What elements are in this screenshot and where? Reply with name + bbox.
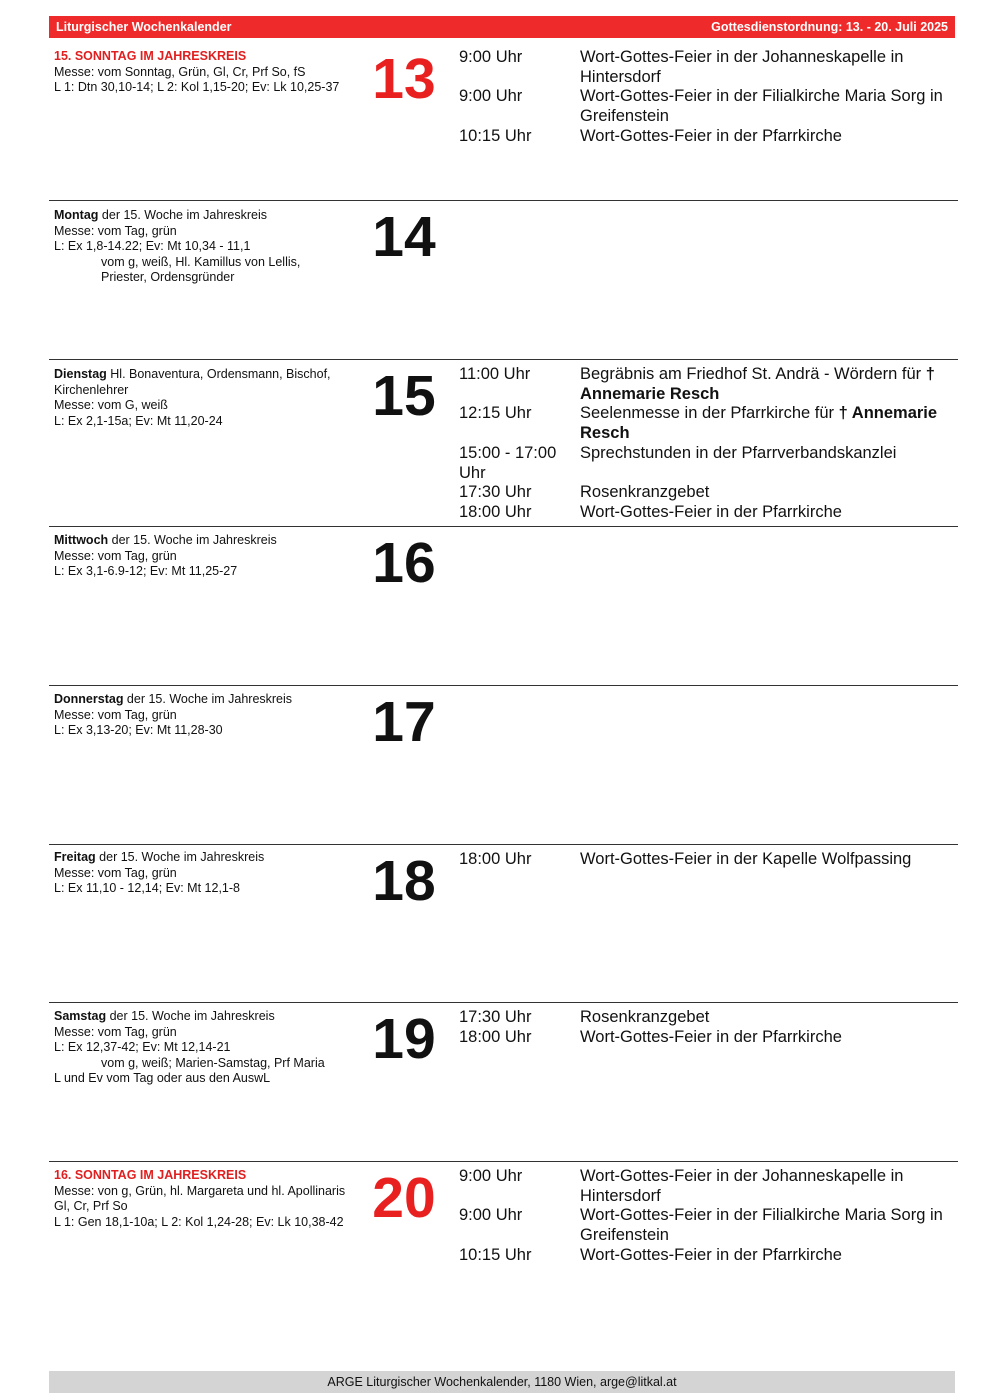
day-line: L und Ev vom Tag oder aus den AuswL — [54, 1071, 271, 1085]
event-desc: Wort-Gottes-Feier in der Filialkirche Maria Sorg in Greifenstein — [580, 1206, 943, 1245]
event-time: 17:30 Uhr — [459, 1008, 532, 1026]
event-time: 18:00 Uhr — [459, 850, 532, 868]
day-title-rest: der 15. Woche im Jahreskreis — [106, 1009, 275, 1023]
day-info — [54, 367, 364, 429]
event-time: 9:00 Uhr — [459, 48, 523, 66]
event-time: 15:00 - 17:00 Uhr — [459, 443, 557, 482]
event-desc: Wort-Gottes-Feier in der Johanneskapelle in Hintersdorf — [580, 48, 904, 86]
weekday: Montag — [54, 208, 99, 222]
day-number: 18 — [372, 849, 436, 913]
event-list — [459, 1167, 954, 1266]
event-row — [459, 1246, 954, 1266]
event-time: 9:00 Uhr — [459, 1206, 523, 1225]
day-number: 13 — [372, 47, 436, 111]
event-row — [459, 127, 954, 147]
day-number: 20 — [372, 1166, 436, 1230]
day-line: vom g, weiß; Marien-Samstag, Prf Maria — [101, 1055, 325, 1070]
day-line: L: Ex 1,8-14.22; Ev: Mt 10,34 - 11,1 — [54, 239, 251, 253]
event-desc: Rosenkranzgebet — [580, 1008, 710, 1026]
event-desc: Wort-Gottes-Feier in der Kapelle Wolfpassing — [580, 850, 912, 868]
event-desc: Wort-Gottes-Feier in der Filialkirche Maria Sorg in Greifenstein — [580, 87, 943, 126]
event-row — [459, 87, 954, 126]
day-line: L 1: Gen 18,1-10a; L 2: Kol 1,24-28; Ev: Lk 10,38-42 — [54, 1214, 344, 1229]
day-info — [54, 1009, 364, 1087]
day-number: 15 — [372, 364, 436, 428]
deceased-name: † Annemarie Resch — [580, 404, 938, 443]
event-time: 17:30 Uhr — [459, 483, 532, 502]
event-row — [459, 1167, 954, 1206]
day-title — [54, 850, 364, 866]
day-line: L: Ex 3,13-20; Ev: Mt 11,28-30 — [54, 723, 223, 737]
event-row — [459, 404, 954, 443]
day-18 — [49, 844, 958, 1003]
day-line: L 1: Dtn 30,10-14; L 2: Kol 1,15-20; Ev: Lk 10,25-37 — [54, 80, 340, 94]
day-line: Priester, Ordensgründer — [101, 270, 235, 284]
event-list — [459, 1008, 954, 1047]
footer-bar — [49, 1371, 955, 1393]
header-bar — [49, 16, 955, 38]
event-row — [459, 850, 954, 870]
event-time: 10:15 Uhr — [459, 126, 532, 145]
day-line: Messe: vom Tag, grün — [54, 1024, 177, 1039]
day-title-rest: der 15. Woche im Jahreskreis — [95, 850, 265, 864]
event-row — [459, 1206, 954, 1245]
event-time: 10:15 Uhr — [459, 1245, 532, 1264]
day-title — [54, 208, 364, 224]
day-line: Messe: vom G, weiß — [54, 398, 168, 412]
day-15 — [49, 359, 958, 527]
day-line: Messe: vom Sonntag, Grün, Gl, Cr, Prf So, fS — [54, 64, 306, 79]
event-row — [459, 1008, 954, 1028]
deceased-name: † Annemarie Resch — [580, 365, 935, 403]
event-desc — [580, 365, 954, 404]
day-number: 14 — [372, 205, 436, 269]
day-title-rest: Hl. Bonaventura, Ordensmann, Bischof, Kirchenlehrer — [54, 367, 331, 397]
day-title-rest: der 15. Woche im Jahreskreis — [98, 208, 268, 222]
event-row — [459, 48, 954, 87]
event-time: 11:00 Uhr — [459, 365, 531, 383]
event-time: 9:00 Uhr — [459, 87, 523, 106]
event-list — [459, 48, 954, 147]
event-time: 9:00 Uhr — [459, 1167, 523, 1185]
event-row — [459, 503, 954, 523]
day-line: L: Ex 11,10 - 12,14; Ev: Mt 12,1-8 — [54, 881, 240, 895]
day-title: 16. SONNTAG IM JAHRESKREIS — [54, 1168, 247, 1182]
event-list — [459, 365, 954, 523]
weekday: Samstag — [54, 1009, 107, 1023]
day-info — [54, 850, 364, 897]
event-desc: Wort-Gottes-Feier in der Pfarrkirche — [580, 1027, 842, 1046]
day-info — [54, 49, 364, 96]
weekday: Mittwoch — [54, 533, 109, 547]
day-line: Messe: vom Tag, grün — [54, 865, 177, 880]
header-title: Liturgischer Wochenkalender — [56, 20, 232, 34]
day-13 — [49, 47, 958, 201]
day-14 — [49, 200, 958, 360]
day-info — [54, 1168, 364, 1230]
header-date-range: Gottesdienstordnung: 13. - 20. Juli 2025 — [711, 20, 948, 34]
event-row — [459, 365, 954, 404]
event-desc-text: Seelenmesse in der Pfarrkirche für — [580, 404, 835, 423]
day-line: L: Ex 3,1-6.9-12; Ev: Mt 11,25-27 — [54, 564, 238, 578]
day-line: Messe: vom Tag, grün — [54, 707, 177, 722]
event-row — [459, 483, 954, 503]
event-time: 18:00 Uhr — [459, 502, 532, 521]
day-title — [54, 692, 364, 708]
day-line: Gl, Cr, Prf So — [54, 1199, 128, 1213]
weekday: Dienstag — [54, 367, 107, 381]
event-time: 12:15 Uhr — [459, 404, 532, 423]
event-desc — [580, 404, 954, 443]
event-desc: Sprechstunden in der Pfarrverbandskanzlei — [580, 443, 897, 462]
day-info — [54, 692, 364, 739]
day-19 — [49, 1002, 958, 1162]
event-time: 18:00 Uhr — [459, 1027, 532, 1046]
day-title-rest: der 15. Woche im Jahreskreis — [123, 692, 293, 706]
event-desc: Wort-Gottes-Feier in der Pfarrkirche — [580, 1245, 842, 1264]
day-number: 19 — [372, 1007, 436, 1071]
event-row — [459, 444, 954, 483]
day-20 — [49, 1161, 958, 1331]
day-line: Messe: vom Tag, grün — [54, 548, 177, 563]
event-desc: Wort-Gottes-Feier in der Johanneskapelle in Hintersdorf — [580, 1167, 904, 1205]
day-line: L: Ex 12,37-42; Ev: Mt 12,14-21 — [54, 1040, 231, 1054]
event-row — [459, 1028, 954, 1048]
day-title — [54, 1009, 364, 1025]
day-line: Messe: vom Tag, grün — [54, 223, 177, 238]
event-desc-text: Begräbnis am Friedhof St. Andrä - Wördern für — [580, 365, 922, 383]
day-line: vom g, weiß, Hl. Kamillus von Lellis, — [101, 254, 301, 269]
day-16 — [49, 526, 958, 686]
day-title — [54, 367, 364, 398]
event-desc: Rosenkranzgebet — [580, 483, 710, 502]
day-number: 16 — [372, 531, 436, 595]
day-line: Messe: von g, Grün, hl. Margareta und hl. Apollinaris — [54, 1183, 346, 1198]
day-info — [54, 533, 364, 580]
day-info — [54, 208, 364, 286]
day-title-rest: der 15. Woche im Jahreskreis — [108, 533, 277, 547]
footer-text: ARGE Liturgischer Wochenkalender, 1180 Wien, arge@litkal.at — [327, 1375, 677, 1389]
event-desc: Wort-Gottes-Feier in der Pfarrkirche — [580, 502, 842, 521]
day-title — [54, 533, 364, 549]
day-number: 17 — [372, 690, 436, 754]
day-17 — [49, 685, 958, 845]
event-desc: Wort-Gottes-Feier in der Pfarrkirche — [580, 126, 842, 145]
day-title: 15. SONNTAG IM JAHRESKREIS — [54, 49, 247, 63]
event-list — [459, 850, 954, 870]
day-line: L: Ex 2,1-15a; Ev: Mt 11,20-24 — [54, 413, 223, 428]
weekday: Freitag — [54, 850, 96, 864]
weekday: Donnerstag — [54, 692, 124, 706]
